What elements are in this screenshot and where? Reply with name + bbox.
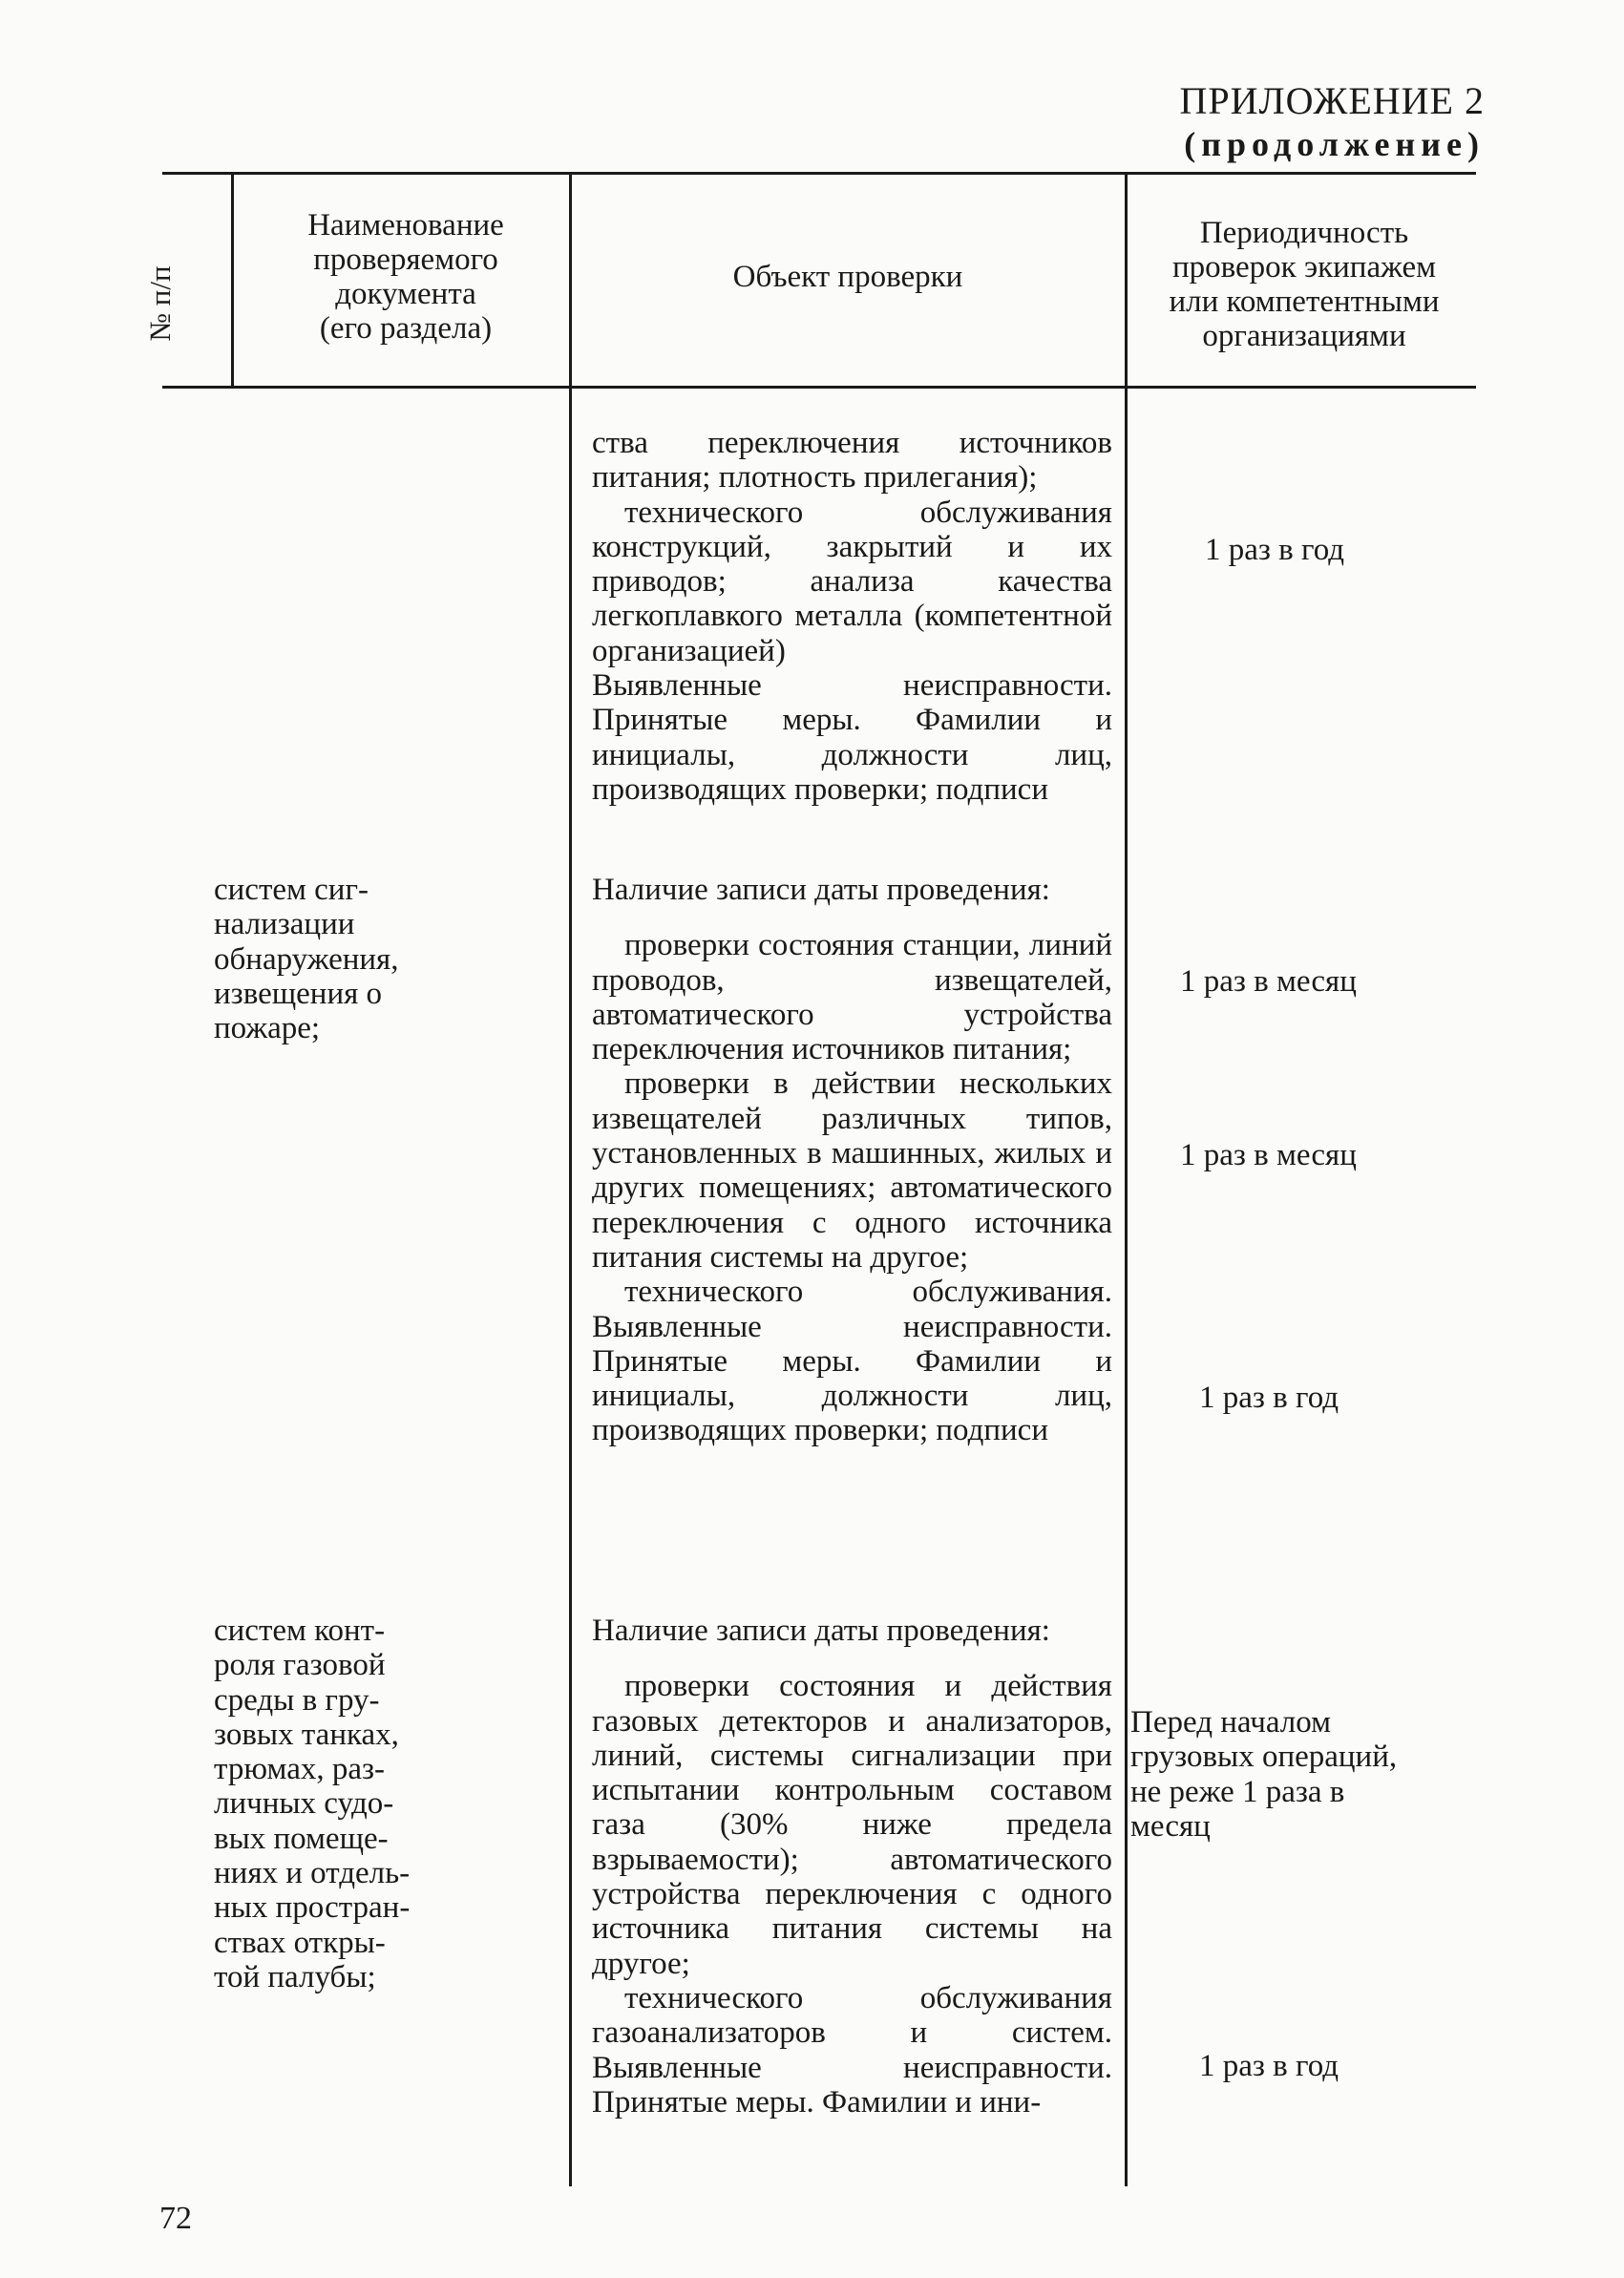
table-top-rule <box>162 172 1476 175</box>
name-line: пожаре; <box>214 1011 321 1046</box>
column-header-period-line: Периодичность <box>1199 216 1409 250</box>
column-divider-1 <box>231 174 234 386</box>
column-header-period-line: проверок экипажем <box>1171 250 1437 285</box>
object-paragraph: технического обслуживания газоанализаторов и систем. Выявленные неисправности. Принятые меры. Фамилии и ини- <box>592 1980 1112 2120</box>
object-paragraph: Наличие записи даты проведения: <box>592 1614 1050 1648</box>
name-line: личных судо- <box>214 1786 394 1822</box>
object-paragraph: Наличие записи даты проведения: <box>592 873 1050 907</box>
period-line: месяц <box>1130 1808 1211 1844</box>
column-divider-3 <box>1125 174 1128 2186</box>
column-header-object: Объект проверки <box>732 260 963 294</box>
name-line: ниях и отдель- <box>214 1856 411 1891</box>
object-paragraph: проверки в действии нескольких извещателей различных типов, установленных в машинных, жилых и других помещениях; автоматического переключения с одного источника питания системы на другое; <box>592 1066 1112 1275</box>
name-line: ных простран- <box>214 1890 411 1926</box>
page-number: 72 <box>159 2201 192 2236</box>
period-text: 1 раз в год <box>1205 533 1345 567</box>
name-line: трюмах, раз- <box>214 1752 386 1787</box>
period-line: Перед началом <box>1130 1705 1331 1740</box>
name-line: роля газовой <box>214 1648 386 1683</box>
column-header-name <box>248 208 563 346</box>
name-line: систем конт- <box>214 1614 386 1648</box>
name-line: среды в гру- <box>214 1682 380 1718</box>
period-line: не реже 1 раза в <box>1130 1774 1345 1809</box>
object-paragraph: ства переключения источников питания; плотность прилегания); <box>592 426 1112 496</box>
column-header-name-line: (его раздела) <box>319 311 493 346</box>
document-name-block-2 <box>214 873 399 1045</box>
period-text: 1 раз в год <box>1199 1381 1339 1415</box>
column-divider-2 <box>569 174 572 2186</box>
name-line: извещения о <box>214 976 383 1011</box>
table-header-rule <box>162 386 1476 389</box>
column-header-period-line: или компетентными <box>1169 285 1440 319</box>
period-text-multiline <box>1130 1705 1397 1844</box>
column-header-name-line: Наименование <box>307 208 504 243</box>
name-line: вых помеще- <box>214 1821 389 1856</box>
name-line: обнаружения, <box>214 941 399 977</box>
name-line: ствах откры- <box>214 1925 386 1960</box>
object-paragraph: технического обслуживания конструкций, закрытий и их приводов; анализа качества легкоплавкого металла (компетентной организацией) <box>592 495 1112 668</box>
object-text-block-3 <box>592 1614 1112 2120</box>
name-line: систем сиг- <box>214 873 369 907</box>
column-header-number: № п/п <box>143 265 177 342</box>
period-line: грузовых операций, <box>1130 1740 1398 1775</box>
period-text: 1 раз в месяц <box>1180 1138 1357 1172</box>
period-text: 1 раз в месяц <box>1180 964 1357 999</box>
object-paragraph: проверки состояния и действия газовых детекторов и анализаторов, линий, системы сигнализации при испытании контрольным составом газа (30% ниже предела взрываемости); автоматического устройства переключения с одного источника питания системы на другое; <box>592 1669 1112 1981</box>
column-header-period <box>1132 216 1476 353</box>
object-text-block-2 <box>592 873 1112 1448</box>
object-text-block-1 <box>592 426 1112 807</box>
column-header-name-line: документа <box>335 277 476 311</box>
period-text: 1 раз в год <box>1199 2049 1339 2083</box>
name-line: нализации <box>214 907 355 942</box>
document-name-block-3 <box>214 1614 410 1994</box>
column-header-period-line: организациями <box>1202 319 1406 353</box>
object-paragraph: Выявленные неисправности. Принятые меры. Фамилии и инициалы, должности лиц, производящих проверки; подписи <box>592 668 1112 807</box>
name-line: зовых танках, <box>214 1717 399 1752</box>
appendix-subtitle: (продолжение) <box>1184 125 1485 163</box>
name-line: той палубы; <box>214 1959 376 1994</box>
object-paragraph: технического обслуживания. Выявленные неисправности. Принятые меры. Фамилии и инициалы, должности лиц, производящих проверки; подписи <box>592 1275 1112 1448</box>
column-header-name-line: проверяемого <box>313 243 498 277</box>
object-paragraph: проверки состояния станции, линий проводов, извещателей, автоматического устройства переключения источников питания; <box>592 928 1112 1067</box>
appendix-title: ПРИЛОЖЕНИЕ 2 <box>1179 79 1485 122</box>
